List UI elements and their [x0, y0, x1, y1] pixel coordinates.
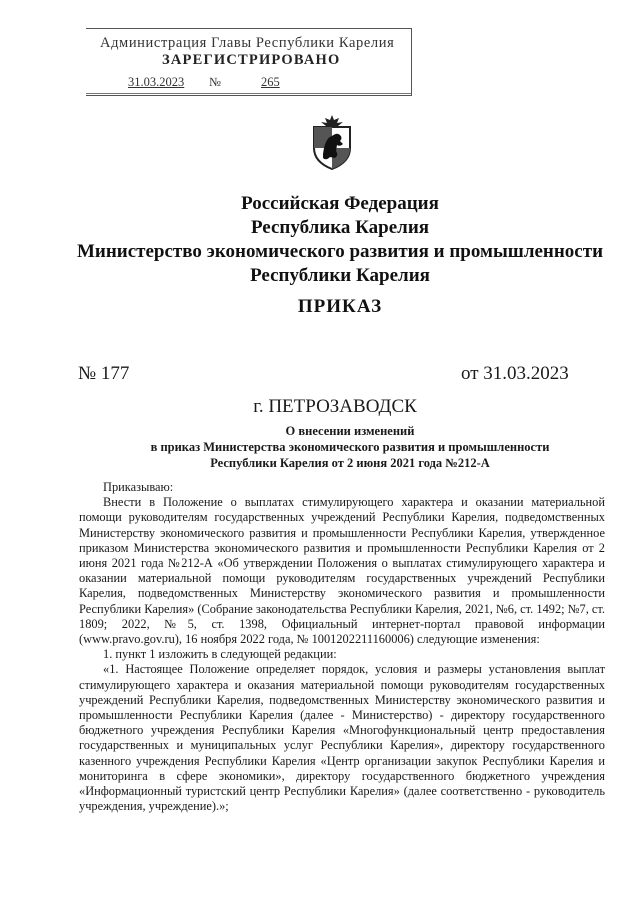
subject-line-1: О внесении изменений [285, 424, 415, 438]
body-paragraph-item-1: 1. пункт 1 изложить в следующей редакции: [103, 647, 337, 662]
registration-stamp [86, 28, 412, 96]
subject-line-3: Республики Карелия от 2 июня 2021 года №212-А [210, 456, 490, 470]
body-paragraph-order: Приказываю: [103, 480, 174, 494]
doc-number: № 177 [78, 363, 130, 384]
stamp-date: 31.03.2023 [128, 75, 185, 89]
stamp-status: ЗАРЕГИСТРИРОВАНО [162, 52, 341, 68]
subject-line-2: в приказ Министерства экономического развития и промышленности [150, 440, 550, 454]
doc-type-title: ПРИКАЗ [297, 296, 383, 317]
header-ministry: Министерство экономического развития и промышленности [76, 241, 604, 262]
header-ministry-region: Республики Карелия [250, 265, 430, 286]
document-body [79, 480, 605, 814]
doc-date: от 31.03.2023 [461, 363, 569, 384]
doc-city: г. ПЕТРОЗАВОДСК [253, 396, 417, 417]
stamp-number: 265 [261, 75, 280, 89]
stamp-number-label: № [209, 75, 221, 89]
body-paragraph-new-text: «1. Настоящее Положение определяет порядок, условия и размеры установления выплат стимулирующего характера и оказания материальной помощи руководителям государственных учреждений Республики Карелия, подведомственных Министерству экономического развития и промышленности Республики Карелия (далее - Министерство) - директору государственного бюджетного учреждения Республики Карелия «Многофункциональный центр предоставления государственных и муниципальных услуг Республики Карелия», директору государственного казенного учреждения Республики Карелия «Центр организации закупок Республики Карелия и мониторинга в сфере экономики», директору государственного бюджетного учреждения «Информационный туристский центр Республики Карелия» (далее соответственно - руководитель учреждения, учреждение).»; [79, 662, 605, 814]
karelia-coat-of-arms-icon [310, 114, 354, 170]
stamp-divider [86, 93, 411, 94]
stamp-authority: Администрация Главы Республики Карелия [100, 35, 395, 51]
header-federation: Российская Федерация [241, 193, 439, 214]
header-republic: Республика Карелия [250, 217, 430, 238]
body-paragraph-amend: Внести в Положение о выплатах стимулирующего характера и оказании материальной помощи руководителям государственных учреждений Республики Карелия, подведомственных Министерству экономического развития и промышленности Республики Карелия, утвержденное приказом Министерства экономического развития и промышленности Республики Карелия от 2 июня 2021 года №212-А «Об утверждении Положения о выплатах стимулирующего характера и оказании материальной помощи руководителям государственных учреждений Республики Карелия, подведомственных Министерству экономического развития и промышленности Республики Карелия» (Собрание законодательства Республики Карелия, 2021, №6, ст. 1492; №7, ст. 1809; 2022, №5, ст. 1398, Официальный интернет-портал правовой информации (www.pravo.gov.ru), 16 ноября 2022 года, № 1001202211160006) следующие изменения: [79, 495, 605, 647]
